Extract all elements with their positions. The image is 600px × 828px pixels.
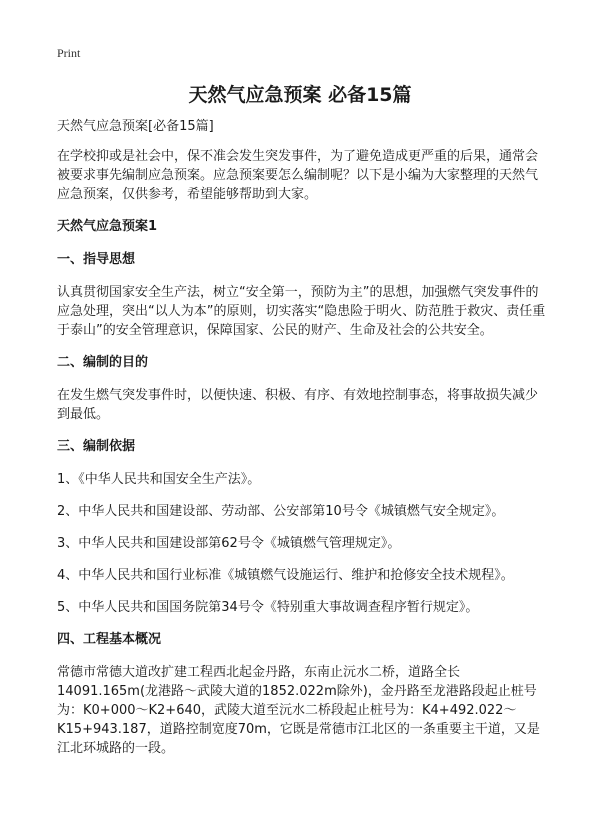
- page-title: 天然气应急预案 必备15篇: [188, 84, 412, 106]
- section-title: 天然气应急预案1: [57, 219, 158, 234]
- intro-paragraph: 在学校抑或是社会中，保不准会发生突发事件，为了避免造成更严重的后果，通常会被要求事先编制应急预案。应急预案要怎么编制呢？以下是小编为大家整理的天然气应急预案，仅供参考，希望能够帮助到大家。: [57, 149, 539, 202]
- list-item: 3、中华人民共和国建设部第62号令《城镇燃气管理规定》。: [57, 536, 401, 551]
- document-subtitle: 天然气应急预案[必备15篇]: [57, 119, 214, 134]
- paragraph-project-overview: 常德市常德大道改扩建工程西北起金丹路，东南止沅水二桥，道路全长14091.165m(龙港路～武陵大道的1852.022m除外)，金丹路至龙港路段起止桩号为：K0+000～K2+640，武陵大道至沅水二桥段起止桩号为：K4+492.022～K15+943.187，道路控制宽度70m，它既是常德市江北区的一条重要主干道，又是江北环城路的一段。: [57, 665, 540, 756]
- document-body: [57, 117, 547, 771]
- paragraph-guiding-ideology: 认真贯彻国家安全生产法，树立“安全第一，预防为主”的思想，加强燃气突发事件的应急处理，突出“以人为本”的原则，切实落实“隐患险于明火、防范胜于救灾、责任重于泰山”的安全管理意识，保障国家、公民的财产、生命及社会的公共安全。: [57, 285, 546, 338]
- list-item: 4、中华人民共和国行业标准《城镇燃气设施运行、维护和抢修安全技术规程》。: [57, 568, 514, 583]
- heading-guiding-ideology: 一、指导思想: [57, 252, 136, 267]
- list-item: 1、《中华人民共和国安全生产法》。: [57, 472, 261, 487]
- basis-list: [57, 470, 547, 618]
- paragraph-purpose: 在发生燃气突发事件时，以便快速、积极、有序、有效地控制事态，将事故损失减少到最低。: [57, 388, 539, 422]
- heading-purpose: 二、编制的目的: [57, 355, 149, 370]
- heading-project-overview: 四、工程基本概况: [57, 632, 162, 647]
- list-item: 5、中华人民共和国国务院第34号令《特别重大事故调查程序暂行规定》。: [57, 600, 479, 615]
- print-link[interactable]: Print: [57, 46, 81, 60]
- heading-basis: 三、编制依据: [57, 439, 136, 454]
- list-item: 2、中华人民共和国建设部、劳动部、公安部第10号令《城镇燃气安全规定》。: [57, 504, 505, 519]
